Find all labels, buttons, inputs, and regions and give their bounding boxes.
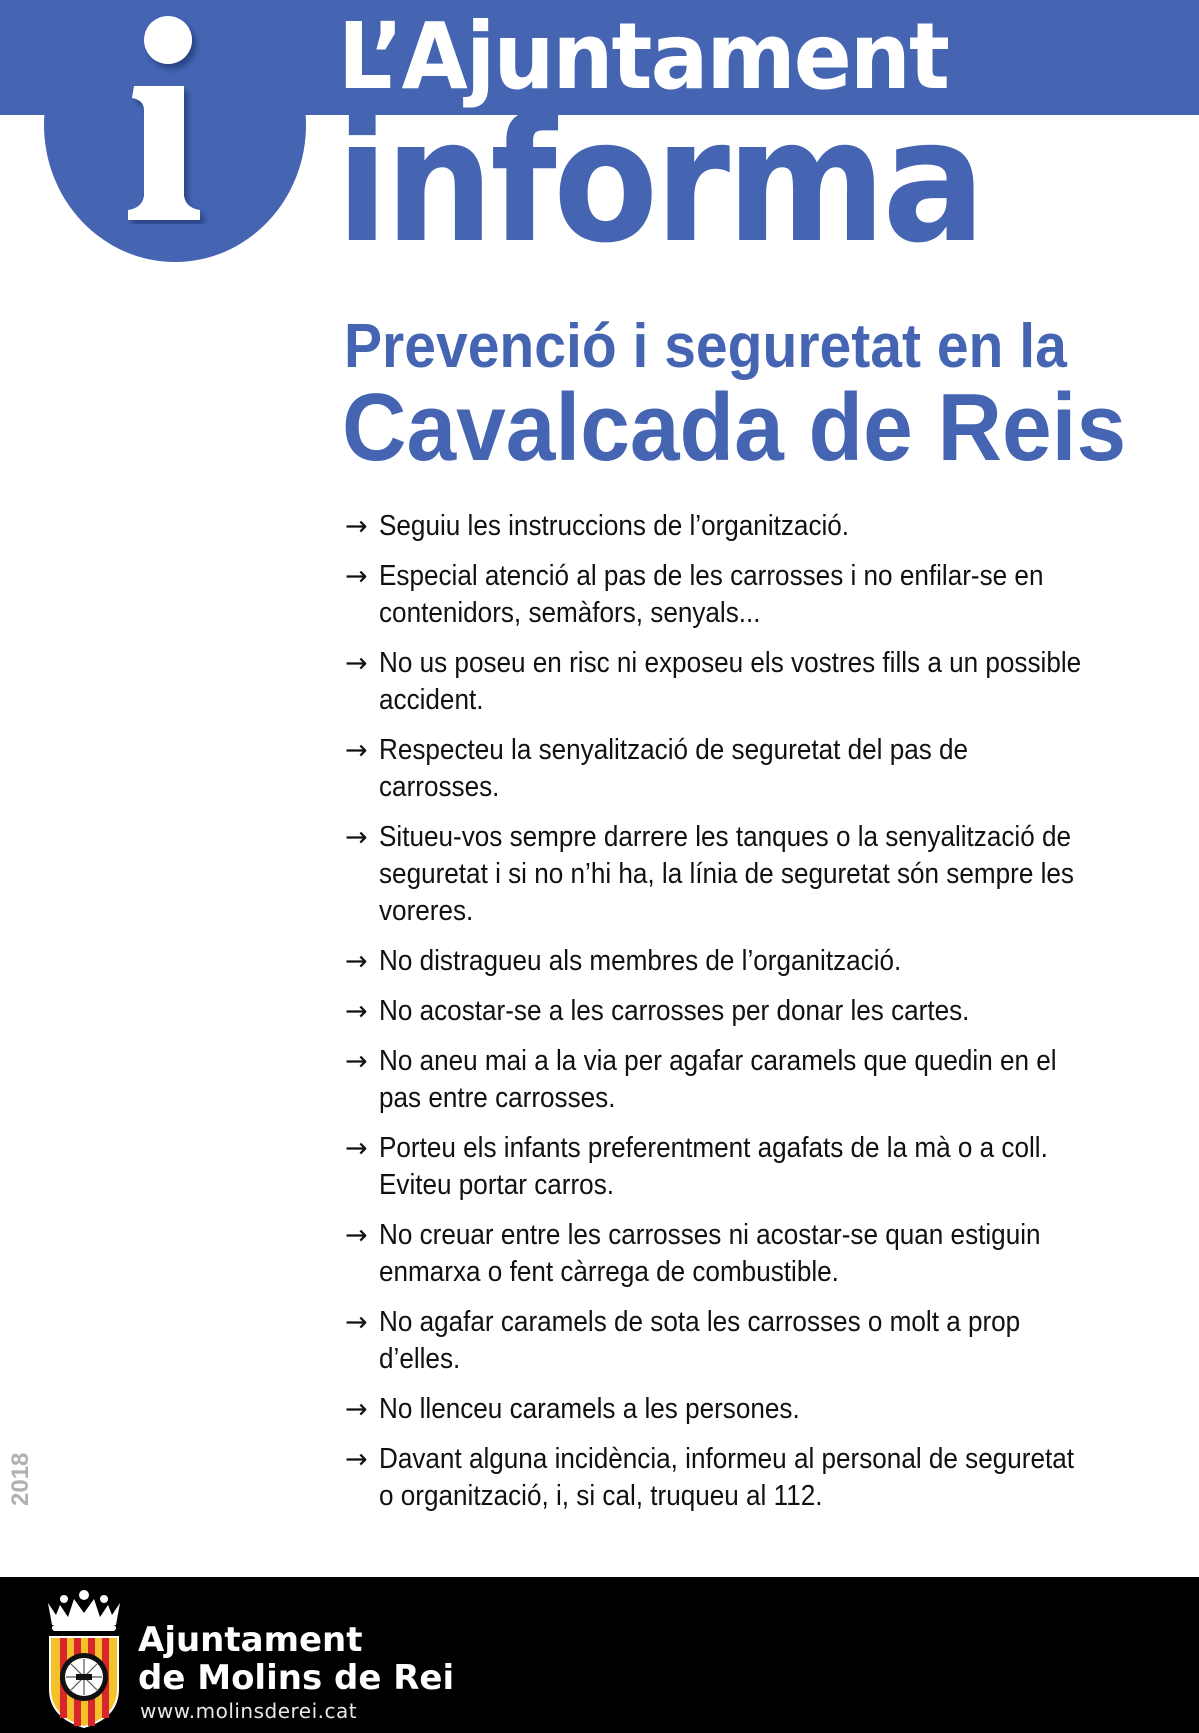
list-item xyxy=(345,508,1175,545)
arrow-right-icon: → xyxy=(345,996,368,1027)
safety-rules-list xyxy=(345,508,1175,1528)
rule-text: Especial atenció al pas de les carrosses i no enfilar-se en contenidors, semàfors, senyals... xyxy=(379,560,1044,629)
list-item xyxy=(345,645,1175,719)
list-item xyxy=(345,819,1175,930)
arrow-right-icon: → xyxy=(345,648,368,679)
rule-text: No aneu mai a la via per agafar caramels que quedin en el pas entre carrosses. xyxy=(379,1045,1057,1114)
arrow-right-icon: → xyxy=(345,1220,368,1251)
footer-website-link[interactable]: www.molinsderei.cat xyxy=(140,1699,358,1723)
arrow-right-icon: → xyxy=(345,735,368,766)
year-label: 2018 xyxy=(7,1452,34,1506)
arrow-right-icon: → xyxy=(345,1046,368,1077)
rule-text: Davant alguna incidència, informeu al personal de seguretat o organització, i, si cal, truqueu al 112. xyxy=(379,1443,1074,1512)
arrow-right-icon: → xyxy=(345,561,368,592)
list-item xyxy=(345,1304,1175,1378)
list-item xyxy=(345,1043,1175,1117)
rule-text: Respecteu la senyalització de seguretat del pas de carrosses. xyxy=(379,734,969,803)
info-icon xyxy=(118,14,228,224)
footer-org-line2: de Molins de Rei xyxy=(138,1658,455,1698)
rule-text: No creuar entre les carrosses ni acostar-se quan estiguin enmarxa o fent càrrega de combustible. xyxy=(379,1219,1041,1288)
list-item xyxy=(345,993,1175,1030)
arrow-right-icon: → xyxy=(345,946,368,977)
rule-text: No llenceu caramels a les persones. xyxy=(379,1393,800,1425)
list-item xyxy=(345,558,1175,632)
arrow-right-icon: → xyxy=(345,1394,368,1425)
rule-text: Porteu els infants preferentment agafats de la mà o a coll. Eviteu portar carros. xyxy=(379,1132,1048,1201)
rule-text: No distragueu als membres de l’organització. xyxy=(379,945,902,977)
arrow-right-icon: → xyxy=(345,511,368,542)
rule-text: No us poseu en risc ni exposeu els vostres fills a un possible accident. xyxy=(379,647,1082,716)
rule-text: Seguiu les instruccions de l’organització. xyxy=(379,510,850,542)
list-item xyxy=(345,1391,1175,1428)
list-item xyxy=(345,1130,1175,1204)
arrow-right-icon: → xyxy=(345,1133,368,1164)
arrow-right-icon: → xyxy=(345,1307,368,1338)
header-line2: informa xyxy=(336,83,982,281)
list-item xyxy=(345,732,1175,806)
list-item xyxy=(345,1441,1175,1515)
arrow-right-icon: → xyxy=(345,1444,368,1475)
page-title-line1: Prevenció i seguretat en la xyxy=(344,312,1067,381)
coat-of-arms-icon xyxy=(44,1589,124,1729)
footer xyxy=(0,1577,1199,1733)
footer-org-line1: Ajuntament xyxy=(138,1620,363,1660)
arrow-right-icon: → xyxy=(345,822,368,853)
list-item xyxy=(345,943,1175,980)
list-item xyxy=(345,1217,1175,1291)
header-line1: L’Ajuntament xyxy=(338,3,949,110)
page-title-line2: Cavalcada de Reis xyxy=(342,374,1127,481)
rule-text: No agafar caramels de sota les carrosses o molt a prop d’elles. xyxy=(379,1306,1021,1375)
rule-text: Situeu-vos sempre darrere les tanques o la senyalització de seguretat i si no n’hi ha, la línia de seguretat són sempre les voreres. xyxy=(379,821,1074,927)
rule-text: No acostar-se a les carrosses per donar les cartes. xyxy=(379,995,970,1027)
